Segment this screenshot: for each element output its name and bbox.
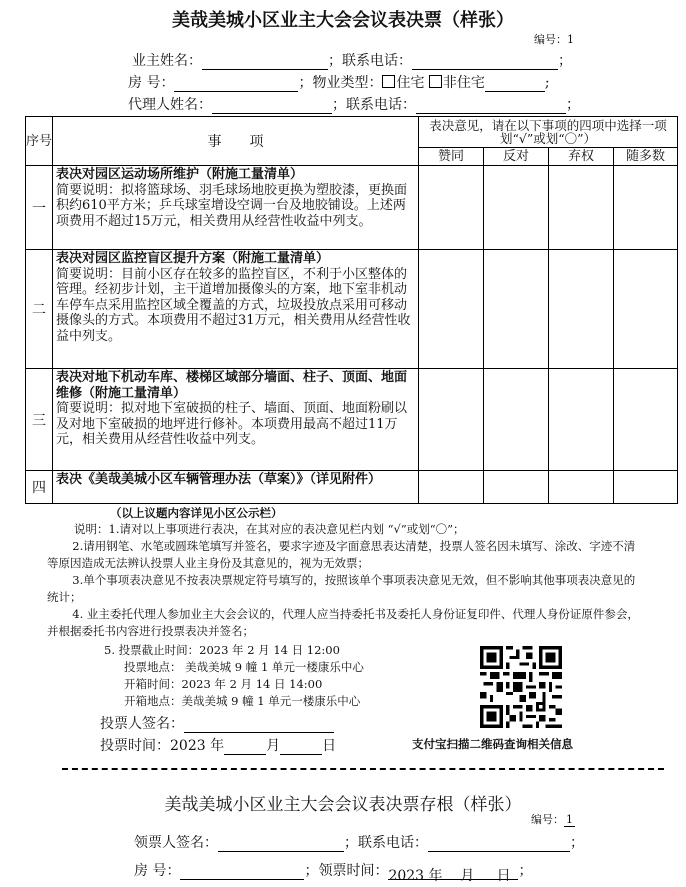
room-field[interactable]: [174, 77, 298, 92]
owner-name-field[interactable]: [202, 55, 328, 70]
option-majority: 随多数: [614, 148, 678, 166]
vote-cell-oppose[interactable]: [484, 369, 549, 471]
vote-cell-oppose[interactable]: [484, 471, 549, 504]
signer-label: 投票人签名：: [100, 716, 184, 732]
stub-time-label: 领票时间：: [318, 863, 389, 879]
stub-phone-field[interactable]: [428, 837, 570, 852]
sep: ；: [518, 863, 533, 879]
vote-time-label: 投票时间：: [100, 738, 170, 754]
option-agree: 赞同: [419, 148, 484, 166]
vote-cell-agree[interactable]: [419, 369, 484, 471]
table-row: [26, 250, 678, 369]
stub-serial-value: 1: [566, 813, 573, 826]
ballot-table: [25, 116, 678, 504]
row-item: [53, 250, 419, 369]
owner-row: [132, 50, 572, 70]
vote-cell-oppose[interactable]: [484, 250, 549, 369]
option-abstain: 弃权: [549, 148, 614, 166]
row-number: 二: [26, 250, 53, 369]
sep: ；: [304, 863, 319, 879]
vote-cell-agree[interactable]: [419, 166, 484, 250]
vote-cell-abstain[interactable]: [549, 369, 614, 471]
vote-cell-majority[interactable]: [614, 369, 678, 471]
instruction-2: 2.请用钢笔、水笔或圆珠笔填写并签名，要求字迹及字面意思表达清楚，投票人签名因未填写、涂改、字迹不清等原因造成无法辨认投票人业主身份及其意见的，视为无效票；: [47, 539, 636, 570]
vote-day-field[interactable]: [280, 740, 322, 755]
table-row: [26, 471, 678, 504]
stub-room-label: 房 号：: [134, 863, 181, 879]
sep: ；: [332, 97, 346, 113]
contact-phone-field[interactable]: [412, 55, 558, 70]
row-title: 表决对园区运动场所维护（附施工量清单）: [56, 167, 304, 182]
vote-cell-agree[interactable]: [419, 250, 484, 369]
qr-code[interactable]: [480, 646, 562, 728]
agent-name-field[interactable]: [212, 99, 332, 114]
instruction-1: 说明：1.请对以上事项进行表决，在其对应的表决意见栏内划 “√”或划“〇”；: [74, 522, 465, 536]
row-item: [53, 369, 419, 471]
non-residential-checkbox[interactable]: [429, 75, 442, 88]
row-item: [53, 166, 419, 250]
stub-year: 2023 年: [388, 868, 443, 884]
stub-serial: [531, 811, 575, 827]
row-number: 一: [26, 166, 53, 250]
residential-label: 住宅: [396, 75, 425, 91]
vote-month: 月: [266, 738, 281, 754]
vote-year: 2023 年: [170, 738, 225, 754]
open-time: 开箱时间：2023 年 2 月 14 日 14:00: [124, 677, 323, 691]
agent-phone-field[interactable]: [416, 99, 566, 114]
row-desc: 简要说明：目前小区存在较多的监控盲区，不利于小区整体的管理。经初步计划，主干道增加摄像头的方案，地下室非机动车停车点采用监控区域全覆盖的方式，垃圾投放点采用可移动摄像头的方式。本项费用不超过31万元，相关费用从经营性收益中列支。: [56, 266, 411, 344]
vote-cell-abstain[interactable]: [549, 250, 614, 369]
vote-cell-majority[interactable]: [614, 250, 678, 369]
sep: ；: [558, 53, 572, 69]
row-title: 表决对地下机动车库、楼梯区域部分墙面、柱子、顶面、地面维修（附施工量清单）: [56, 370, 408, 401]
vote-cell-majority[interactable]: [614, 166, 678, 250]
stub-date-field[interactable]: [388, 865, 518, 884]
col-opinion-header: 表决意见，请在以下事项的四项中选择一项划“√”或划“〇”）: [419, 117, 678, 148]
stub-month: 月: [460, 868, 475, 884]
stub-phone-label: 联系电话：: [358, 835, 428, 851]
stub-day: 日: [496, 868, 511, 884]
signer-field[interactable]: [184, 718, 334, 733]
vote-cell-oppose[interactable]: [484, 166, 549, 250]
table-row: [26, 166, 678, 250]
row-desc: 简要说明：拟对地下室破损的柱子、墙面、顶面、地面粉刷以及对地下室破损的地坪进行修补。本项费用最高不超过11万元，相关费用从经营性收益中列支。: [56, 401, 408, 447]
table-row: [26, 369, 678, 471]
instructions: [47, 521, 646, 640]
vote-deadline: 5. 投票截止时间：2023 年 2 月 14 日 12:00: [104, 643, 340, 657]
serial-number: 编号：1: [534, 33, 574, 46]
row-desc: 简要说明：拟将篮球场、羽毛球场地胶更换为塑胶漆，更换面积约610平方米；乒乓球室增设空调一台及地胶铺设。上述两项费用不超过15万元，相关费用从经营性收益中列支。: [56, 182, 408, 229]
agent-phone-label: 联系电话：: [346, 97, 416, 113]
vote-cell-majority[interactable]: [614, 471, 678, 504]
sep: ；: [298, 75, 313, 91]
page-title: 美哉美城小区业主大会会议表决票（样张）: [172, 10, 514, 31]
col-item-header: 事 项: [53, 117, 419, 166]
stub-receiver-field[interactable]: [218, 837, 344, 852]
stub-receiver-row: [134, 832, 584, 852]
vote-month-field[interactable]: [224, 740, 266, 755]
agent-name-label: 代理人姓名：: [128, 97, 212, 113]
vote-location: 投票地点： 美哉美城 9 幢 1 单元一楼康乐中心: [124, 660, 364, 674]
room-row: 房 号： ；物业类型： 住宅 非住宅 ;: [128, 75, 550, 91]
row-number: 三: [26, 369, 53, 471]
sep: ；: [344, 835, 358, 851]
row-title: 表决《美哉美城小区车辆管理办法（草案）》（详见附件）: [56, 472, 382, 487]
vote-cell-agree[interactable]: [419, 471, 484, 504]
owner-name-label: 业主姓名：: [132, 53, 202, 69]
sep: ；: [570, 835, 584, 851]
row-title: 表决对园区监控盲区提升方案（附施工量清单）: [56, 251, 330, 266]
property-type-field[interactable]: [485, 77, 545, 92]
property-type-label: 物业类型：: [312, 75, 383, 91]
open-location: 开箱地点：美哉美城 9 幢 1 单元一楼康乐中心: [124, 694, 361, 708]
room-label: 房 号：: [128, 75, 175, 91]
time-info: [104, 642, 364, 710]
stub-receiver-label: 领票人签名：: [134, 835, 218, 851]
stub-room-row: [134, 860, 533, 884]
row-number: 四: [26, 471, 53, 504]
public-note: （以上议题内容详见小区公示栏）: [110, 506, 283, 520]
stub-room-field[interactable]: [180, 865, 304, 880]
contact-phone-label: 联系电话：: [342, 53, 412, 69]
qr-caption: 支付宝扫描二维码查询相关信息: [412, 739, 573, 751]
vote-time-row: [100, 735, 336, 755]
non-residential-label: 非住宅: [442, 75, 485, 91]
stub-title: 美哉美城小区业主大会会议表决票存根（样张）: [164, 795, 522, 815]
col-no-header: 序号: [26, 117, 53, 166]
cut-line: [62, 768, 664, 770]
instruction-4: 4. 业主委托代理人参加业主大会会议的，代理人应当持委托书及委托人身份证复印件、代理人身份证原件参会，并根据委托书内容进行投票表决并签名；: [47, 607, 639, 638]
agent-row: [128, 94, 580, 114]
vote-day: 日: [322, 738, 337, 754]
vote-cell-abstain[interactable]: [549, 471, 614, 504]
instruction-3: 3.单个事项表决意见不按表决票规定符号填写的，按照该单个事项表决意见无效，但不影响其他事项表决意见的统计；: [47, 573, 636, 604]
signer-row: [100, 713, 334, 733]
stub-serial-label: 编号：: [531, 813, 564, 826]
row-item: [53, 471, 419, 504]
vote-cell-abstain[interactable]: [549, 166, 614, 250]
residential-checkbox[interactable]: [382, 75, 395, 88]
option-oppose: 反对: [484, 148, 549, 166]
sep: ；: [566, 97, 580, 113]
sep: ；: [328, 53, 342, 69]
